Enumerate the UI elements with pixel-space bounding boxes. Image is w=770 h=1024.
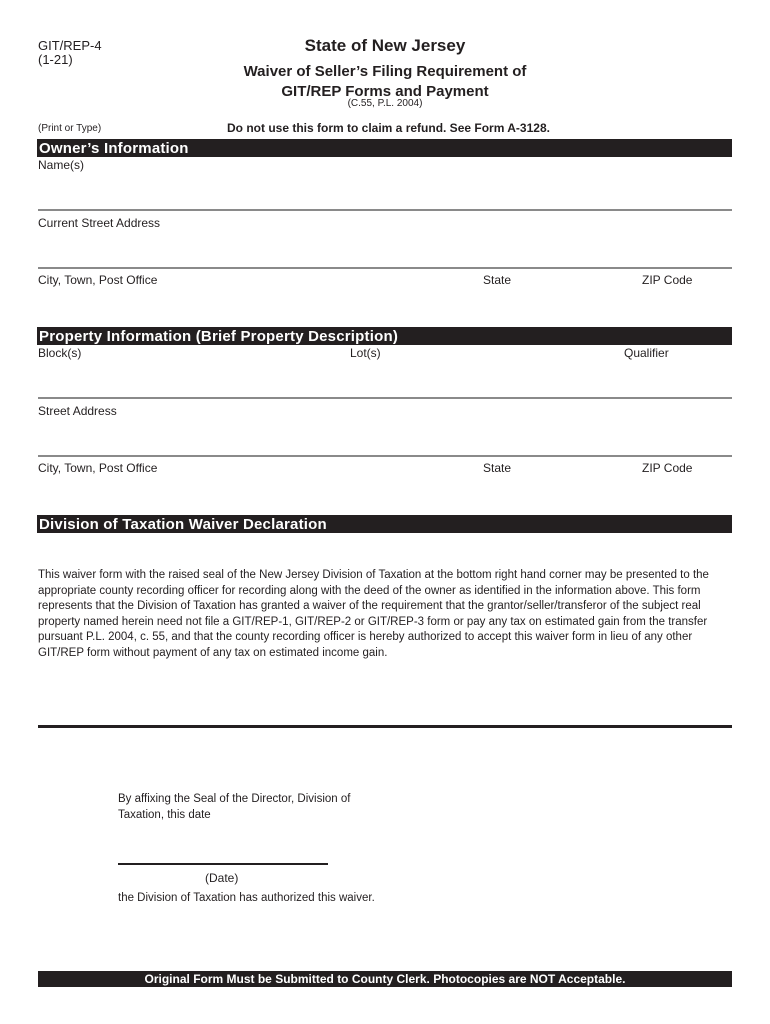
date-label: (Date) — [205, 871, 239, 885]
refund-note: Do not use this form to claim a refund. See Form A-3128. — [227, 121, 550, 135]
waiver-paragraph: This waiver form with the raised seal of the New Jersey Division of Taxation at the bottom right hand corner may be presented to the appropriate county recording officer for recording along with the deed of the owner as identified in the information above. This form represents that the Division of Taxation has granted a waiver of the requirement that the grantor/seller/transferor of the subject real property named herein need not file a GIT/REP-1, GIT/REP-2 or GIT/REP-3 form or pay any tax on estimated gain from the transfer pursuant P.L. 2004, c. 55, and that the county recording officer is hereby authorized to accept this waiver form in lieu of any other GIT/REP form without payment of any tax on estimated income gain. — [38, 569, 709, 659]
state-title: State of New Jersey — [304, 36, 466, 55]
owner-state-label: State — [483, 273, 512, 287]
property-city-label: City, Town, Post Office — [38, 461, 158, 475]
section-divider — [38, 725, 732, 728]
owner-zip-label: ZIP Code — [642, 273, 693, 287]
property-street-label: Street Address — [38, 404, 117, 418]
owner-city-label: City, Town, Post Office — [38, 273, 158, 287]
form-number: GIT/REP-4 — [38, 38, 102, 53]
law-citation: (C.55, P.L. 2004) — [347, 98, 423, 109]
block-label: Block(s) — [38, 346, 82, 360]
owner-street-label: Current Street Address — [38, 216, 161, 230]
owner-names-field[interactable] — [38, 209, 732, 211]
property-state-label: State — [483, 461, 512, 475]
lot-label: Lot(s) — [350, 346, 381, 360]
waiver-section-heading: Division of Taxation Waiver Declaration — [37, 515, 732, 533]
property-zip-label: ZIP Code — [642, 461, 693, 475]
owner-street-field[interactable] — [38, 267, 732, 269]
property-street-field[interactable] — [38, 455, 732, 457]
date-field[interactable] — [118, 863, 328, 865]
form-title-line2: GIT/REP Forms and Payment — [281, 83, 489, 100]
seal-statement: By affixing the Seal of the Director, Division of Taxation, this date — [118, 793, 351, 821]
owner-names-label: Name(s) — [38, 158, 85, 172]
footer-notice: Original Form Must be Submitted to County Clerk. Photocopies are NOT Acceptable. — [38, 971, 732, 987]
form-title-line1: Waiver of Seller’s Filing Requirement of — [243, 63, 527, 80]
qualifier-label: Qualifier — [624, 346, 669, 360]
print-note: (Print or Type) — [38, 123, 102, 134]
form-revision: (1-21) — [38, 52, 73, 67]
block-lot-field[interactable] — [38, 397, 732, 399]
form-title — [0, 62, 770, 102]
property-section-heading: Property Information (Brief Property Description) — [37, 327, 732, 345]
owner-section-heading: Owner’s Information — [37, 139, 732, 157]
authorization-statement: the Division of Taxation has authorized this waiver. — [118, 892, 375, 904]
